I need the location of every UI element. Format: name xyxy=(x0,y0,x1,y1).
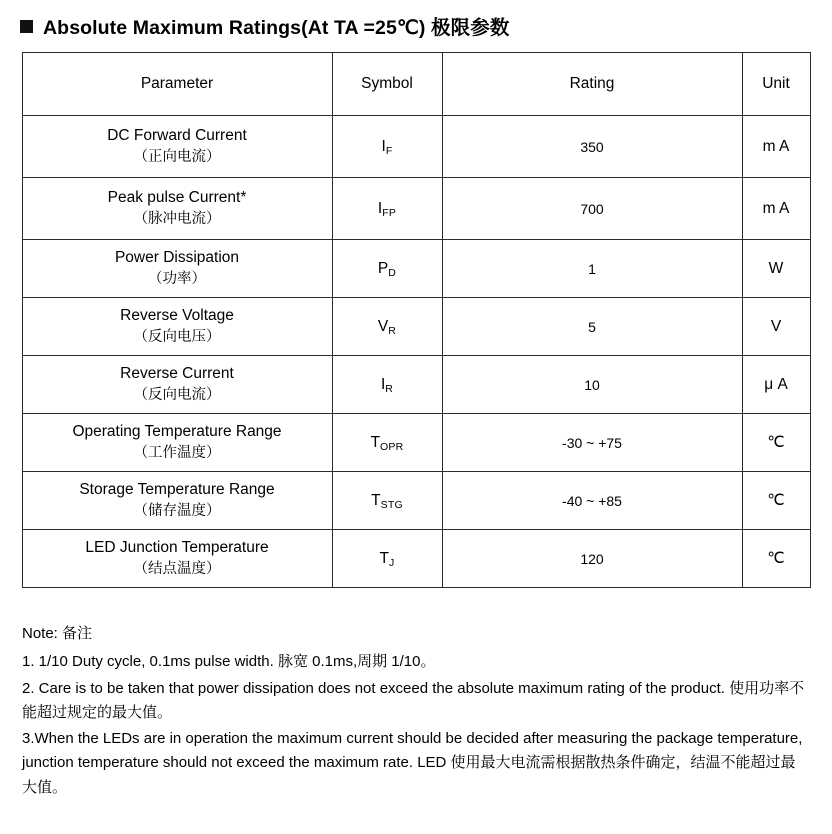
symbol-subscript: J xyxy=(389,556,395,569)
cell-unit: V xyxy=(742,298,810,356)
notes-title: Note: 备注 xyxy=(22,625,93,642)
symbol-subscript: R xyxy=(385,382,394,395)
parameter-name-cn: （脉冲电流） xyxy=(133,211,221,228)
parameter-name-cn: （反向电压） xyxy=(133,329,221,346)
cell-unit: ℃ xyxy=(742,530,810,588)
cell-rating: 10 xyxy=(442,356,742,414)
symbol-subscript: STG xyxy=(380,498,403,511)
cell-symbol xyxy=(332,178,442,240)
note-item-2: 2. Care is to be taken that power dissipation does not exceed the absolute maximum rating of the product. 使用功率不能超过规定的最大值。 xyxy=(22,679,805,721)
column-header-symbol: Symbol xyxy=(332,53,442,116)
cell-unit: m A xyxy=(742,116,810,178)
parameter-name-en: DC Forward Current xyxy=(107,127,247,144)
cell-unit: ℃ xyxy=(742,472,810,530)
cell-parameter xyxy=(22,116,332,178)
parameter-name-cn: （结点温度） xyxy=(133,561,221,578)
parameter-name-cn: （反向电流） xyxy=(133,387,221,404)
cell-parameter xyxy=(22,356,332,414)
parameter-name-en: LED Junction Temperature xyxy=(85,539,269,556)
table-row xyxy=(22,298,810,356)
page-title: Absolute Maximum Ratings(At TA =25℃) 极限参数 xyxy=(43,17,510,39)
cell-unit: W xyxy=(742,240,810,298)
cell-symbol xyxy=(332,356,442,414)
table-row xyxy=(22,356,810,414)
table-row xyxy=(22,472,810,530)
table-row xyxy=(22,530,810,588)
parameter-name-cn: （正向电流） xyxy=(133,149,221,166)
cell-unit: μ A xyxy=(742,356,810,414)
note-item-3: 3.When the LEDs are in operation the maximum current should be decided after measuring the package temperature, junction temperature should not exceed the maximum rate. LED 使用最大电流需根据散热条件确定，结温不能超过最大值。 xyxy=(22,730,803,796)
cell-symbol xyxy=(332,240,442,298)
symbol-main: I xyxy=(377,199,383,217)
absolute-maximum-ratings-table xyxy=(22,52,811,588)
parameter-name-en: Operating Temperature Range xyxy=(72,423,282,440)
cell-parameter xyxy=(22,178,332,240)
cell-symbol xyxy=(332,472,442,530)
parameter-name-en: Power Dissipation xyxy=(114,249,240,266)
cell-symbol xyxy=(332,530,442,588)
symbol-subscript: OPR xyxy=(380,440,404,453)
cell-unit: ℃ xyxy=(742,414,810,472)
table-row xyxy=(22,414,810,472)
cell-symbol xyxy=(332,116,442,178)
section-heading xyxy=(20,12,814,40)
parameter-name-cn: （功率） xyxy=(148,271,206,288)
cell-parameter xyxy=(22,240,332,298)
cell-rating: 5 xyxy=(442,298,742,356)
cell-rating: 350 xyxy=(442,116,742,178)
table-row xyxy=(22,178,810,240)
symbol-main: P xyxy=(377,259,389,277)
cell-symbol xyxy=(332,298,442,356)
cell-parameter xyxy=(22,472,332,530)
cell-parameter xyxy=(22,414,332,472)
symbol-subscript: D xyxy=(388,266,397,279)
table-row xyxy=(22,116,810,178)
column-header-parameter: Parameter xyxy=(22,53,332,116)
symbol-main: I xyxy=(381,137,386,155)
note-item-1: 1. 1/10 Duty cycle, 0.1ms pulse width. 脉宽 0.1ms,周期 1/10。 xyxy=(22,653,436,671)
table-row xyxy=(22,240,810,298)
symbol-subscript: R xyxy=(388,324,397,337)
symbol-subscript: FP xyxy=(382,206,397,219)
cell-parameter xyxy=(22,298,332,356)
column-header-unit: Unit xyxy=(742,53,810,116)
cell-unit: m A xyxy=(742,178,810,240)
symbol-main: T xyxy=(370,433,381,451)
table-header-row xyxy=(22,53,810,116)
cell-rating: 120 xyxy=(442,530,742,588)
symbol-main: V xyxy=(377,317,389,335)
parameter-name-en: Peak pulse Current* xyxy=(107,189,247,206)
cell-rating: 700 xyxy=(442,178,742,240)
cell-rating: -40 ~ +85 xyxy=(442,472,742,530)
black-square-bullet-icon xyxy=(20,20,33,33)
parameter-name-en: Reverse Voltage xyxy=(120,307,234,324)
cell-symbol xyxy=(332,414,442,472)
notes-section xyxy=(22,622,808,800)
column-header-rating: Rating xyxy=(442,53,742,116)
parameter-name-cn: （储存温度） xyxy=(133,503,221,520)
symbol-main: T xyxy=(379,549,389,567)
parameter-name-en: Reverse Current xyxy=(120,365,234,382)
symbol-main: T xyxy=(371,491,381,509)
cell-rating: 1 xyxy=(442,240,742,298)
parameter-name-cn: （工作温度） xyxy=(133,445,221,462)
cell-rating: -30 ~ +75 xyxy=(442,414,742,472)
cell-parameter xyxy=(22,530,332,588)
symbol-subscript: F xyxy=(385,144,393,157)
symbol-main: I xyxy=(380,375,386,393)
parameter-name-en: Storage Temperature Range xyxy=(79,481,275,498)
